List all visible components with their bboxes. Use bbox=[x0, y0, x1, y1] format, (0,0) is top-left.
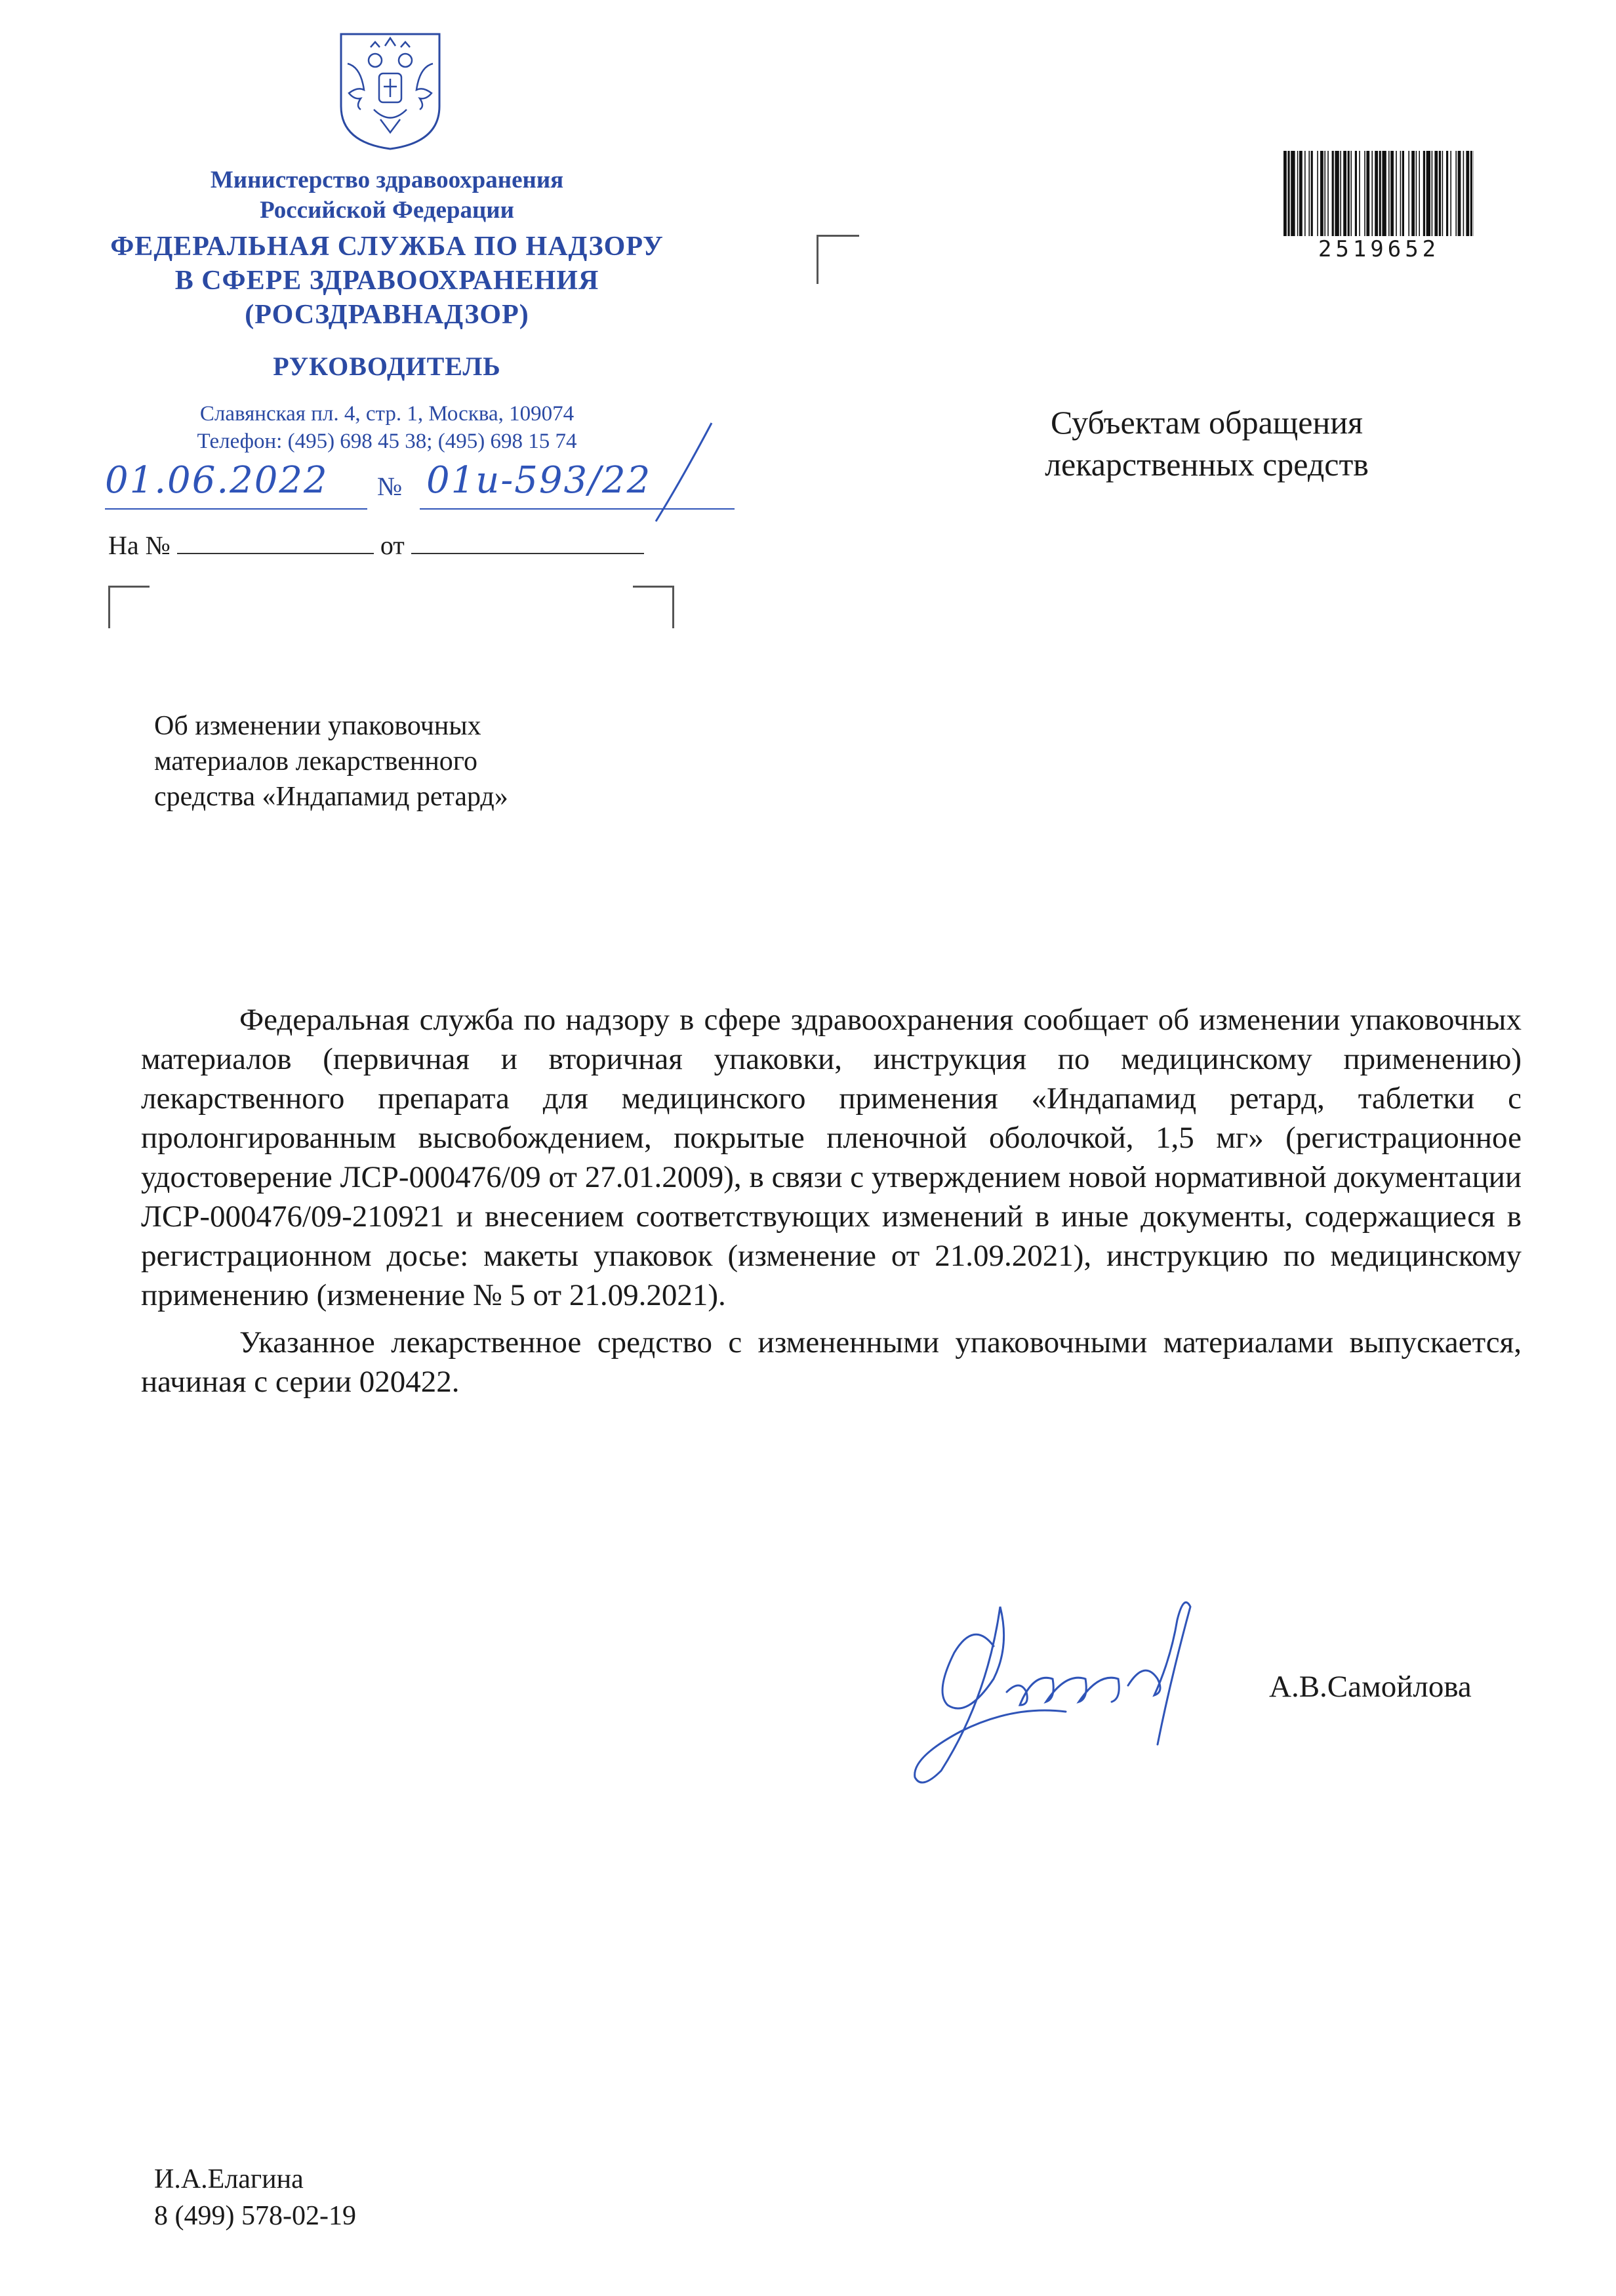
barcode-bar bbox=[1371, 151, 1373, 236]
number-label: № bbox=[377, 472, 403, 501]
addressee-line-2: лекарственных средств bbox=[1045, 446, 1369, 483]
barcode-bar bbox=[1402, 151, 1404, 236]
bracket-top-right bbox=[633, 586, 674, 628]
barcode-bar bbox=[1396, 151, 1397, 236]
body-paragraph-1: Федеральная служба по надзору в сфере здравоохранения сообщает об изменении упаковочных материалов (первичная и вторичная упаковки, инструкция по медицинскому применению) лекарственного препарата для медицинского применения «Индапамид ретард, таблетки с пролонгированным высвобождением, покрытые пленочной оболочкой, 1,5 мг» (регистрационное удостоверение ЛСР-000476/09 от 27.01.2009), в связи с утверждением новой нормативной документации ЛСР-000476/09-210921 и внесением соответствующих изменений в иные документы, содержащиеся в регистрационном досье: макеты упаковок (изменение от 21.09.2021), инструкцию по медицинскому применению (изменение № 5 от 21.09.2021). bbox=[141, 1003, 1522, 1312]
reply-reference bbox=[108, 530, 644, 561]
service-line-1: ФЕДЕРАЛЬНАЯ СЛУЖБА ПО НАДЗОРУ bbox=[110, 232, 664, 262]
reply-number-blank bbox=[177, 533, 374, 554]
ministry-line-1: Министерство здравоохранения bbox=[210, 167, 564, 193]
barcode-bar bbox=[1297, 151, 1299, 236]
barcode-bar bbox=[1450, 151, 1451, 236]
barcode-bar bbox=[1470, 151, 1472, 236]
barcode-bar bbox=[1335, 151, 1339, 236]
letter-subject bbox=[154, 708, 613, 815]
barcode-bar bbox=[1324, 151, 1325, 236]
executor-phone: 8 (499) 578-02-19 bbox=[154, 2201, 356, 2231]
service-line-3: (РОСЗДРАВНАДЗОР) bbox=[245, 300, 529, 330]
barcode-bar bbox=[1408, 151, 1409, 236]
registration-date: 01.06.2022 bbox=[105, 459, 329, 502]
barcode-bar bbox=[1379, 151, 1381, 236]
barcode-bar bbox=[1458, 151, 1461, 236]
ministry-name bbox=[118, 165, 656, 226]
barcode-bar bbox=[1411, 151, 1415, 236]
service-name bbox=[92, 230, 682, 332]
barcode-bar bbox=[1320, 151, 1323, 236]
barcode-bar bbox=[1416, 151, 1417, 236]
barcode-bar bbox=[1332, 151, 1334, 236]
date-underline bbox=[105, 508, 367, 510]
barcode-bar bbox=[1388, 151, 1390, 236]
barcode-bar bbox=[1364, 151, 1365, 236]
barcode-bar bbox=[1283, 151, 1287, 236]
body-paragraph-2: Указанное лекарственное средство с измененными упаковочными материалами выпускается, начиная с серии 020422. bbox=[141, 1325, 1522, 1399]
barcode-bar bbox=[1366, 151, 1369, 236]
head-title: РУКОВОДИТЕЛЬ bbox=[273, 352, 501, 381]
subject-line-1: Об изменении упаковочных bbox=[154, 711, 481, 741]
barcode-bar bbox=[1434, 151, 1438, 236]
barcode-bar bbox=[1375, 151, 1378, 236]
service-line-2: В СФЕРЕ ЗДРАВООХРАНЕНИЯ bbox=[174, 266, 599, 296]
slash-mark bbox=[643, 420, 721, 525]
barcode-bar bbox=[1291, 151, 1295, 236]
barcode-bar bbox=[1390, 151, 1394, 236]
registration-number: 01и-593/22 bbox=[426, 459, 652, 502]
barcode-bar bbox=[1359, 151, 1360, 236]
barcode-number: 2519652 bbox=[1318, 236, 1440, 262]
address: Славянская пл. 4, стр. 1, Москва, 109074 bbox=[199, 402, 575, 426]
subject-line-2: материалов лекарственного bbox=[154, 746, 477, 776]
barcode-bar bbox=[1308, 151, 1310, 236]
executor-name: И.А.Елагина bbox=[154, 2164, 304, 2194]
barcode-bar bbox=[1327, 151, 1329, 236]
barcode-bar bbox=[1350, 151, 1352, 236]
barcode-bar bbox=[1423, 151, 1425, 236]
barcode-bar bbox=[1299, 151, 1303, 236]
barcode-bar bbox=[1311, 151, 1313, 236]
bracket-address bbox=[817, 235, 859, 284]
signer-name: А.В.Самойлова bbox=[1269, 1670, 1472, 1704]
barcode-bar bbox=[1446, 151, 1448, 236]
barcode-bar bbox=[1463, 151, 1465, 236]
reply-to-label: На № bbox=[108, 531, 171, 560]
bracket-top-left bbox=[108, 586, 150, 628]
barcode-bar bbox=[1439, 151, 1441, 236]
barcode-bar bbox=[1355, 151, 1357, 236]
barcode-bar bbox=[1400, 151, 1402, 236]
barcode-bar bbox=[1304, 151, 1306, 236]
coat-of-arms-icon bbox=[334, 28, 446, 152]
barcode-bar bbox=[1317, 151, 1318, 236]
handwritten-signature bbox=[895, 1581, 1249, 1797]
addressee bbox=[997, 401, 1417, 485]
ministry-line-2: Российской Федерации bbox=[260, 197, 514, 224]
barcode bbox=[1282, 151, 1476, 236]
barcode-bar bbox=[1343, 151, 1346, 236]
barcode-bar bbox=[1466, 151, 1469, 236]
phone: Телефон: (495) 698 45 38; (495) 698 15 74 bbox=[197, 430, 577, 453]
barcode-bar bbox=[1432, 151, 1433, 236]
barcode-bar bbox=[1382, 151, 1386, 236]
barcode-bar bbox=[1340, 151, 1341, 236]
barcode-bar bbox=[1426, 151, 1430, 236]
barcode-bar bbox=[1287, 151, 1289, 236]
executor-contact bbox=[154, 2161, 356, 2234]
subject-line-3: средства «Индапамид ретард» bbox=[154, 782, 508, 812]
letter-body bbox=[141, 1000, 1522, 1401]
barcode-bar bbox=[1419, 151, 1420, 236]
barcode-bar bbox=[1348, 151, 1350, 236]
reply-from-label: от bbox=[380, 531, 405, 560]
addressee-line-1: Субъектам обращения bbox=[1051, 404, 1363, 441]
reply-date-blank bbox=[411, 533, 644, 554]
contact-details bbox=[111, 400, 662, 455]
barcode-bar bbox=[1455, 151, 1457, 236]
barcode-bar bbox=[1442, 151, 1444, 236]
